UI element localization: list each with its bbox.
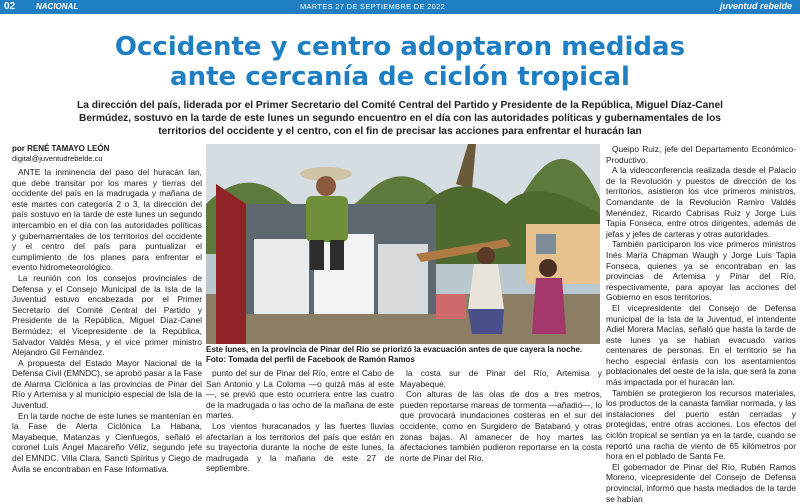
paragraph: El gobernador de Pinar del Río, Rubén Ramos Moreno, vicepresidente del Consejo de Defensa provincial, informó que hasta mediados de la tarde se habían	[606, 461, 796, 504]
photo-caption: Este lunes, en la provincia de Pinar del Río se priorizó la evacuación antes de que cayera la noche. Foto: Tomada del perfil de Facebook de Ramón Ramos	[206, 345, 583, 364]
article-column-1	[12, 167, 202, 474]
paragraph: A propuesta del Estado Mayor Nacional de la Defensa Civil (EMNDC), se aprobó pasar a la Fase de Alarma Ciclónica a las provincias de Pinar del Río y Artemisa y al municipio especial de Isla de la Juventud.	[12, 357, 202, 411]
page-number: 02	[4, 1, 16, 12]
issue-date: MARTES 27 DE SEPTIEMBRE DE 2022	[300, 2, 446, 11]
evacuation-photo-illustration	[206, 144, 600, 344]
article-column-2	[206, 368, 394, 474]
paragraph: punto del sur de Pinar del Río, entre el Cabo de San Antonio y La Coloma —o quizá más al este—, se previó que esto ocurriera entre las cuatro de la madrugada o las ocho de la mañana de este martes.	[206, 368, 394, 421]
paragraph: El vicepresidente del Consejo de Defensa municipal de la Isla de la Juventud, el intendente Adiel Morera Macías, señaló que hasta la tarde de este lunes ya se habían evacuado varios centenares de personas. En el territorio se ha hecho especial énfasis con los asentamientos poblacionales del oeste de la isla, que será la zona más impactada por el huracán Ian.	[606, 302, 796, 388]
article-column-4	[606, 144, 796, 504]
newspaper-brand: juventud rebelde	[719, 1, 792, 11]
paragraph: En la tarde noche de este lunes se mantenían en la Fase de Alerta Ciclónica La Habana, Mayabeque, Matanzas y Cienfuegos, señaló el coronel Luis Ángel Macareño Véliz, segundo jefe del EMNDC. Villa Clara, Sancti Spíritus y Ciego de Ávila se encontraban en Fase Informativa.	[12, 410, 202, 474]
paragraph: También se protegieron los recursos materiales, los productos de la canasta familiar normada, y las instalaciones del puerto están cerradas y protegidas, entre otras acciones. Los efectos del ciclón tropical se sentían ya en la tarde, cuando se reportó una racha de viento de 65 kilómetros por hora en el poblado de Santa Fe.	[606, 387, 796, 462]
article-column-3	[400, 368, 602, 463]
author-email: digital@juventudrebelde.cu	[12, 154, 103, 163]
paragraph: A la videoconferencia realizada desde el Palacio de la Revolución y puestos de dirección de los territorios, asistieron los vice primeros ministros, Comandante de la Revolución Ramiro Valdés Menéndez, Ricardo Cabrisas Ruiz y Jorge Luis Tapia Fonseca, entre otros dirigentes, además de jefas y jefes de carteras y otras autoridades.	[606, 165, 796, 239]
section-label: NACIONAL	[36, 2, 79, 11]
paragraph: la costa sur de Pinar del Río, Artemisa y Mayabeque.	[400, 368, 602, 389]
paragraph: Los vientos huracanados y las fuertes lluvias afectarían a los territorios del país que están en su trayectoria durante la noche de este lunes, la madrugada y la mañana de este 27 de septiembre.	[206, 420, 394, 474]
article-lead: La dirección del país, liderada por el Primer Secretario del Comité Central del Partido y Presidente de la República, Miguel Díaz-Canel Bermúdez, sostuvo en la tarde de este lunes un segundo encuentro en el día con las autoridades políticas y gubernamentales de los territorios del occidente y el centro, con el fin de precisar las acciones para enfrentar el huracán Ian	[77, 100, 723, 137]
paragraph: También participaron los vice primeros ministros Inés María Chapman Waugh y Jorge Luis Tapia Fonseca, quienes ya se encontraban en las provincias de Artemisa y Pinar del Río, respectivamente, para apoyar las acciones del Gobierno en esos territorios.	[606, 239, 796, 303]
article-byline: por RENÉ TAMAYO LEÓN	[12, 144, 110, 153]
paragraph: ANTE la inminencia del paso del huracán Ian, que debe transitar por los mares y tierras del occidente del país en la madrugada y mañana de este martes con categoría 2 o 3, la dirección del país sostuvo en la tarde de este lunes un segundo intercambio en el día con las autoridades políticas y gubernamentales de los territorios del occidente y el centro del país para puntualizar el cumplimiento de los planes para enfrentar el evento hidrometeorológico.	[12, 167, 202, 273]
paragraph: Queipo Ruiz, jefe del Departamento Económico-Productivo.	[606, 144, 796, 165]
paragraph: La reunión con los consejos provinciales de Defensa y el Consejo Municipal de la Isla de la Juventud estuvo encabezada por el Primer Secretario del Comité Central del Partido y Presidente de la República, Miguel Díaz-Canel Bermúdez; el Vicepresidente de la República, Salvador Valdés Mesa, y el vice primer ministro Alejandro Gil Fernández.	[12, 272, 202, 358]
article-headline	[40, 32, 760, 92]
page-header-bar	[0, 0, 800, 14]
article-photo	[206, 144, 600, 344]
headline-line-2: ante cercanía de ciclón tropical	[170, 62, 630, 92]
headline-line-1: Occidente y centro adoptaron medidas	[114, 32, 686, 62]
paragraph: Con alturas de las olas de dos a tres metros, pueden reportarse mareas de tormenta —añadió—, lo que provocará inundaciones costeras en el sur del occidente, como en Surgidero de Batabanó y otras zonas bajas. Al amanecer de hoy martes las afectaciones también pudieron reportarse en la costa norte de Pinar del Río.	[400, 389, 602, 463]
